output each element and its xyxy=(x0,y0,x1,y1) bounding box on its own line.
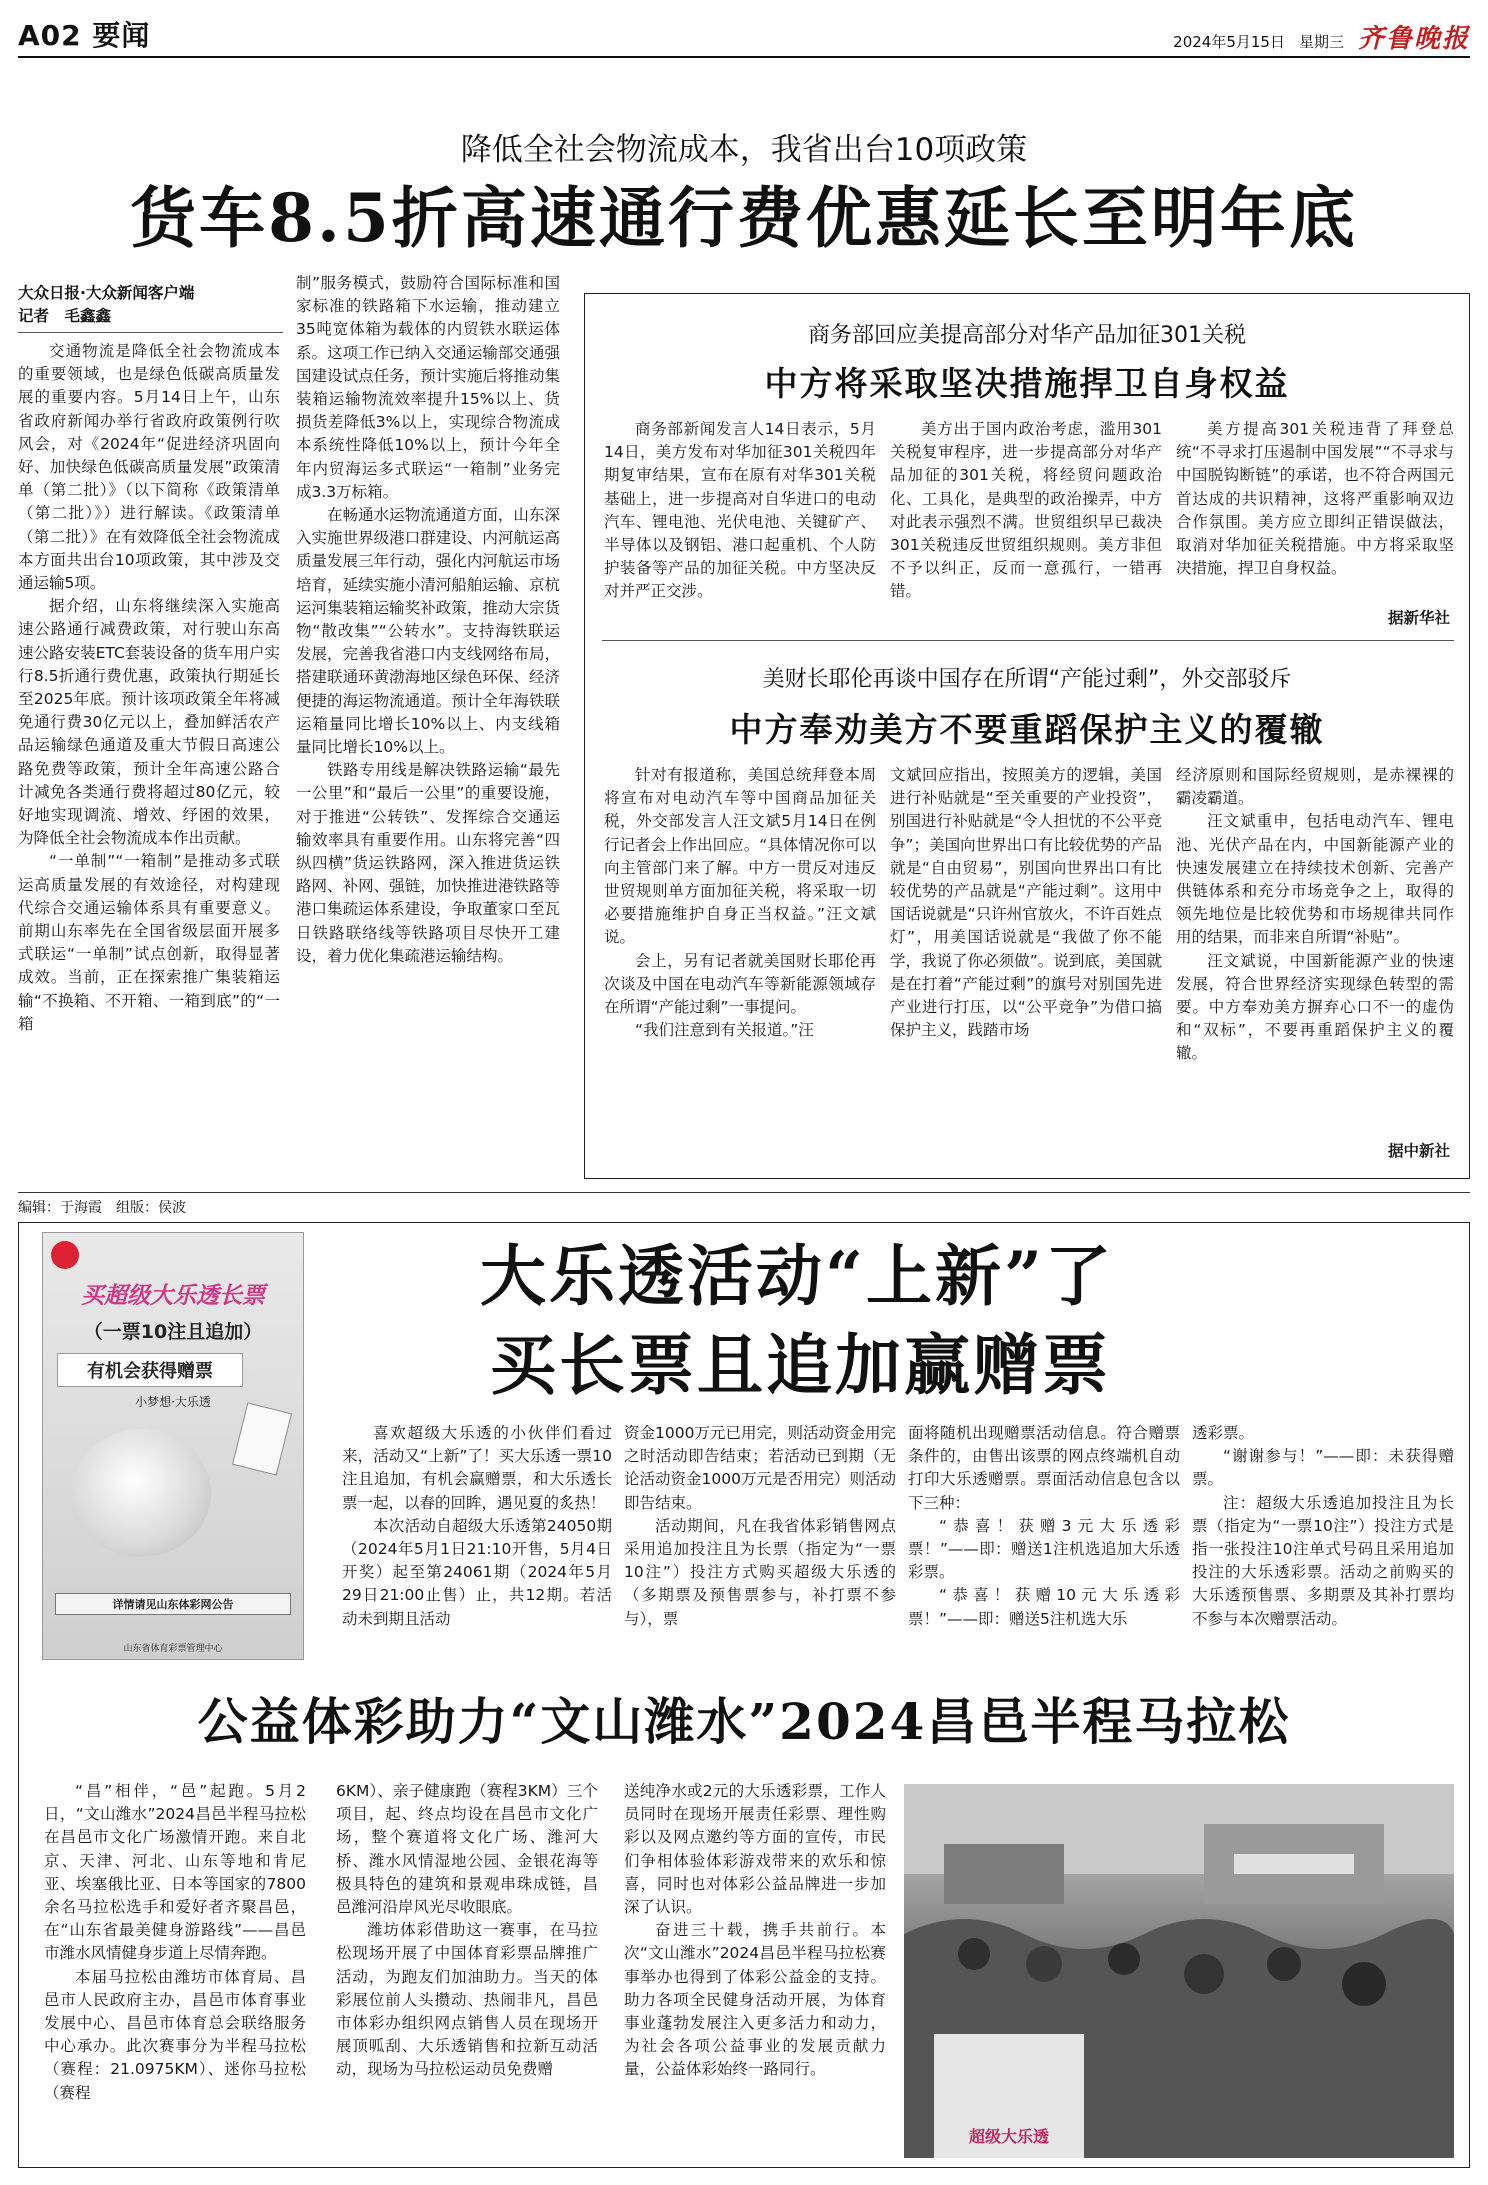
box2-kicker: 美财长耶伦再谈中国存在所谓“产能过剩”，外交部驳斥 xyxy=(762,667,1292,692)
page-section-label: A02 要闻 xyxy=(18,19,151,52)
box-divider xyxy=(602,640,1454,641)
ad-image-title: 买超级大乐透长票 xyxy=(81,1283,265,1309)
ticket-icon xyxy=(232,1402,292,1475)
ad1-paragraph: “恭喜！获赠10元大乐透彩票！”——即：赠送5注机选大乐 xyxy=(908,1586,1180,1628)
box2-column-1 xyxy=(604,764,876,1164)
ad1-paragraph: 本次活动自超级大乐透第24050期（2024年5月1日21:10开售，5月4日开奖）起至第24061期（2024年5月29日21:00止售）止，共12期。若活动未到期且活动 xyxy=(342,1516,612,1628)
ad1-paragraph: 资金1000万元已用完，则活动资金用完之时活动即告结束；若活动已到期（无论活动资金1000万元是否用完）则活动即告结束。 xyxy=(624,1424,896,1512)
photo-banner-text: 超级大乐透 xyxy=(968,2127,1049,2146)
box1-paragraph: 商务部新闻发言人14日表示，5月14日，美方发布对华加征301关税四年期复审结果，宣布在原有对华301关税基础上，进一步提高对自华进口的电动汽车、锂电池、光伏电池、关键矿产、半导体以及钢铝、港口起重机、个人防护装备等产品的加征关税。中方坚决反对并严正交涉。 xyxy=(604,420,876,601)
lead-kicker: 降低全社会物流成本，我省出台10项政策 xyxy=(460,132,1028,168)
ad1-paragraph: “谢谢参与！”——即：未获得赠票。 xyxy=(1192,1447,1454,1489)
page-header-right xyxy=(1173,18,1470,55)
lead-paragraph: “一单制”“一箱制”是推动多式联运高质量发展的有效途径，对构建现代综合交通运输体系具有重要意义。前期山东率先在全国省级层面开展多式联运“一单制”试点创新，取得显著成效。当前，正在探索推广集装箱运输“不换箱、不开箱、一箱到底”的“一箱 xyxy=(18,852,280,1033)
ad2-headline: 公益体彩助力“文山潍水”2024昌邑半程马拉松 xyxy=(197,1692,1291,1751)
header-rule xyxy=(18,56,1470,58)
box2-paragraph: 汪文斌重申，包括电动汽车、锂电池、光伏产品在内，中国新能源产业的快速发展建立在持续技术创新、完善产供链体系和充分市场竞争之上，取得的领先地位是比较优势和市场规律共同作用的结果，而非来自所谓“补贴”。 xyxy=(1176,812,1454,947)
issue-weekday: 星期三 xyxy=(1298,33,1344,51)
ad1-column-1 xyxy=(342,1422,612,1658)
box2-column-2 xyxy=(890,764,1162,1164)
box1-paragraph: 美方提高301关税违背了拜登总统“不寻求打压遏制中国发展”“不寻求与中国脱钩断链”的承诺，也不符合两国元首达成的共识精神，这将严重影响双边合作氛围。美方应立即纠正错误做法，取消对华加征关税措施。中方将采取坚决措施，捍卫自身权益。 xyxy=(1176,420,1454,578)
box2-paragraph: 会上，另有记者就美国财长耶伦再次谈及中国在电动汽车等新能源领域存在所谓“产能过剩”一事提问。 xyxy=(604,951,876,1017)
ad2-paragraph: 6KM）、亲子健康跑（赛程3KM）三个项目，起、终点均设在昌邑市文化广场，整个赛道将文化广场、潍河大桥、潍水风情湿地公园、金银花海等极具特色的建筑和景观串珠成链，昌邑潍河沿岸风光尽收眼底。 xyxy=(336,1782,598,1917)
ad2-paragraph: 本届马拉松由潍坊市体育局、昌邑市人民政府主办，昌邑市体育事业发展中心、昌邑市体育总会联络服务中心承办。此次赛事分为半程马拉松（赛程：21.0975KM）、迷你马拉松（赛程 xyxy=(44,1967,306,2102)
ad1-paragraph: 注：超级大乐透追加投注且为长票（指定为“一票10注”）投注方式是指一张投注10注单式号码且采用追加投注的大乐透彩票。活动之前购买的大乐透预售票、多期票及其补打票均不参与本次赠票活动。 xyxy=(1192,1493,1454,1628)
lead-headline: 货车8.5折高速通行费优惠延长至明年底 xyxy=(130,179,1358,257)
box2-paragraph: “我们注意到有关报道。”汪 xyxy=(635,1021,814,1040)
lead-byline xyxy=(18,282,280,328)
box1-column-1 xyxy=(604,418,876,630)
lead-paragraph: 交通物流是降低全社会物流成本的重要领域，也是绿色低碳高质量发展的重要内容。5月14日上午，山东省政府新闻办举行省政府政策例行吹风会，对《2024年“促进经济巩固向好、加快绿色低碳高质量发展”政策清单（第二批）》（以下简称《政策清单（第二批）》）进行解读。《政策清单（第二批）》在有效降低全社会物流成本方面共出台10项政策，其中涉及交通运输5项。 xyxy=(18,342,280,593)
ad-image-footer: 详情请见山东体彩网公告 xyxy=(55,1593,291,1615)
marathon-photo xyxy=(904,1784,1454,2158)
box2-column-3 xyxy=(1176,764,1454,1164)
ad1-column-4 xyxy=(1192,1422,1454,1658)
ad2-column-2 xyxy=(336,1780,598,2160)
issue-date: 2024年5月15日 xyxy=(1173,33,1285,51)
lead-paragraph: 据介绍，山东将继续深入实施高速公路通行减费政策，对行驶山东高速公路安装ETC套装设备的货车用户实行8.5折通行费优惠，政策执行期延长至2025年底。预计该项政策全年将减免通行费30亿元以上，叠加鲜活农产品运输绿色通道及重大节假日高速公路免费等政策，预计全年高速公路合计减免各类通行费将超过80亿元，较好地实现调流、增效、纾困的效果，为降低全社会物流成本作出贡献。 xyxy=(18,597,280,848)
box2-headline: 中方奉劝美方不要重蹈保护主义的覆辙 xyxy=(729,710,1325,749)
ad1-column-3 xyxy=(908,1422,1180,1658)
box2-source: 据中新社 xyxy=(1387,1142,1450,1160)
ad2-column-1 xyxy=(44,1780,306,2160)
mascot-icon xyxy=(71,1429,211,1557)
box1-column-3 xyxy=(1176,418,1454,630)
crowd-illustration-icon xyxy=(904,1784,1454,2158)
ad-image-slogan: 小梦想·大乐透 xyxy=(135,1395,211,1409)
editor-rule xyxy=(18,1192,1470,1193)
ad2-paragraph: 送纯净水或2元的大乐透彩票，工作人员同时在现场开展责任彩票、理性购彩以及网点邀约等方面的宣传，市民们争相体验体彩游戏带来的欢乐和惊喜，同时也对体彩公益品牌进一步加深了认识。 xyxy=(624,1782,886,1917)
lottery-logo-icon xyxy=(51,1241,79,1269)
ad1-paragraph: “恭喜！获赠3元大乐透彩票！”——即：赠送1注机选追加大乐透彩票。 xyxy=(908,1516,1180,1582)
ad2-paragraph: “昌”相伴，“邑”起跑。5月2日，“文山潍水”2024昌邑半程马拉松在昌邑市文化广场激情开跑。来自北京、天津、河北、山东等地和肯尼亚、埃塞俄比亚、日本等国家的7800余名马拉松选手和爱好者齐聚昌邑，在“山东省最美健身游路线”——昌邑市潍水风情健身步道上尽情奔跑。 xyxy=(44,1782,306,1963)
ad1-headline-2: 买长票且追加赢赠票 xyxy=(490,1326,1111,1404)
ad2-column-3 xyxy=(624,1780,886,2160)
lottery-ad-image xyxy=(42,1232,304,1660)
ad1-headline-1: 大乐透活动“上新”了 xyxy=(480,1237,1114,1315)
lead-paragraph: 制”服务模式，鼓励符合国际标准和国家标准的铁路箱下水运输，推动建立35吨宽体箱为载体的内贸铁水联运体系。这项工作已纳入交通运输部交通强国建设试点任务，预计实施后将推动集装箱运输物流效率提升15%以上、货损货差降低3%以上，实现综合物流成本系统性降低10%以上，预计今年全年内贸海运多式联运“一箱制”业务完成3.3万标箱。 xyxy=(296,274,560,501)
ad1-paragraph: 活动期间，凡在我省体彩销售网点采用追加投注且为长票（指定为“一票10注”）投注方式购买超级大乐透的（多期票及预售票参与，补打票不参与），票 xyxy=(624,1516,896,1628)
byline-rule xyxy=(18,332,283,333)
ad1-paragraph: 透彩票。 xyxy=(1192,1424,1255,1442)
box2-paragraph: 经济原则和国际经贸规则，是赤裸裸的霸凌霸道。 xyxy=(1176,766,1454,808)
lead-paragraph: 在畅通水运物流通道方面，山东深入实施世界级港口群建设、内河航运高质量发展三年行动，强化内河航运市场培育，延续实施小清河船舶运输、京杭运河集装箱运输奖补政策，推动大宗货物“散改集”“公转水”。支持海铁联运发展，完善我省港口内支线网络布局，搭建联通环黄渤海地区绿色环保、经济便捷的海运物流通道。预计全年海铁联运箱量同比增长10%以上、内支线箱量同比增长10%以上。 xyxy=(296,506,560,757)
ad1-paragraph: 面将随机出现赠票活动信息。符合赠票条件的，由售出该票的网点终端机自动打印大乐透赠票。票面活动信息包含以下三种： xyxy=(908,1424,1180,1512)
box1-paragraph: 美方出于国内政治考虑，滥用301关税复审程序，进一步提高部分对华产品加征的301关税，将经贸问题政治化、工具化，是典型的政治操弄，中方对此表示强烈不满。世贸组织早已裁决301关税违反世贸组织规则。美方非但不予以纠正，反而一意孤行，一错再错。 xyxy=(890,420,1162,601)
ad-image-sub: （一票10注且追加） xyxy=(83,1321,263,1343)
box2-paragraph: 文斌回应指出，按照美方的逻辑，美国进行补贴就是“至关重要的产业投资”，别国进行补贴就是“令人担忧的不公平竞争”；美国向世界出口有比较优势的产品就是“自由贸易”，别国向世界出口有比较优势的产品就是“产能过剩”。这用中国话说就是“只许州官放火，不许百姓点灯”，用美国话说就是“我做了你不能学，我说了你必须做”。说到底，美国就是在打着“产能过剩”的旗号对别国先进产业进行打压，以“公平竞争”为借口搞保护主义，践踏市场 xyxy=(890,766,1162,1040)
lead-reporter: 记者 毛鑫鑫 xyxy=(18,307,112,325)
lead-column-2 xyxy=(296,272,560,1175)
box1-kicker: 商务部回应美提高部分对华产品加征301关税 xyxy=(808,323,1246,348)
newspaper-masthead: 齐鲁晚报 xyxy=(1357,24,1470,54)
ad1-column-2 xyxy=(624,1422,896,1658)
ad1-paragraph: 喜欢超级大乐透的小伙伴们看过来，活动又“上新”了！买大乐透一票10注且追加，有机会赢赠票，和大乐透长票一起，以春的回眸，遇见夏的炙热！ xyxy=(342,1424,612,1512)
lead-paragraph: 铁路专用线是解决铁路运输“最先一公里”和“最后一公里”的重要设施，对于推进“公转铁”、发挥综合交通运输效率具有重要作用。山东将完善“四纵四横”货运铁路网，深入推进货运铁路网、补网、强链，加快推进港铁路等港口集疏运体系建设，争取董家口至瓦日铁路联络线等铁路项目尽快开工建设，着力优化集疏港运输结构。 xyxy=(296,761,560,965)
ad2-paragraph: 奋进三十载，携手共前行。本次“文山潍水”2024昌邑半程马拉松赛事举办也得到了体彩公益金的支持。助力各项全民健身活动开展，为体育事业蓬勃发展注入更多活力和动力，为社会各项公益事业的发展贡献力量，公益体彩始终一路同行。 xyxy=(624,1921,886,2079)
box1-column-2 xyxy=(890,418,1162,630)
ad2-paragraph: 潍坊体彩借助这一赛事，在马拉松现场开展了中国体育彩票品牌推广活动，为跑友们加油助力。当天的体彩展位前人头攒动、热闹非凡，昌邑市体彩办组织网点销售人员在现场开展顶呱刮、大乐透销售和拉新互动活动，现场为马拉松运动员免费赠 xyxy=(336,1921,598,2079)
lead-column-1 xyxy=(18,340,280,1175)
box2-paragraph: 汪文斌说，中国新能源产业的快速发展，符合世界经济实现绿色转型的需要。中方奉劝美方摒弃心口不一的虚伪和“双标”，不要再重蹈保护主义的覆辙。 xyxy=(1176,951,1454,1063)
ad-image-org: 山东省体育彩票管理中心 xyxy=(123,1644,223,1654)
ad-image-line: 有机会获得赠票 xyxy=(57,1353,243,1387)
box1-source: 据新华社 xyxy=(1387,609,1450,627)
box2-paragraph: 针对有报道称，美国总统拜登本周将宣布对电动汽车等中国商品加征关税，外交部发言人汪文斌5月14日在例行记者会上作出回应。“具体情况你可以向主管部门来了解。中方一贯反对违反世贸规则单方面加征关税，将采取一切必要措施维护自身正当权益。”汪文斌说。 xyxy=(604,766,876,947)
lead-source: 大众日报·大众新闻客户端 xyxy=(18,284,195,302)
box1-headline: 中方将采取坚决措施捍卫自身权益 xyxy=(764,364,1290,403)
editor-credits: 编辑：于海霞 组版：侯波 xyxy=(18,1200,186,1216)
